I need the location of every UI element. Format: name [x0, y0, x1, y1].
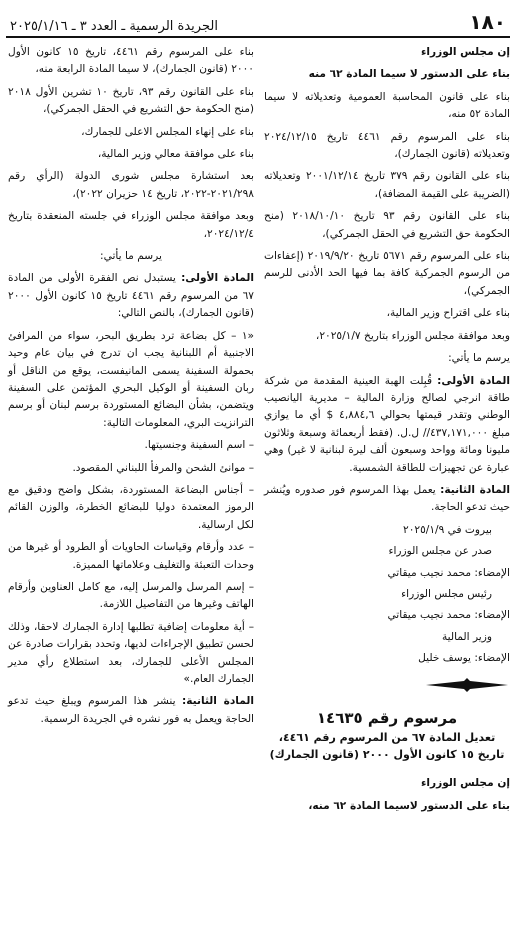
preamble-paragraph: بناء على موافقة معالي وزير المالية،	[97, 148, 254, 161]
preamble-paragraph: بناء على اقتراح وزير المالية،	[386, 307, 510, 320]
quoted-paragraph: «١ – كل بضاعة ترد بطريق البحر، سواء من المرافئ الاجنبية أم اللبنانية يجب ان تدرج في بيان عام وحيد بحمولة السفينة يسمى المانيفست، يوقع من الناقل أو ربان السفينة أو الوكيل البحري المؤتمن على السفينة ويتضمن، بشأن البضائع المستوردة برسم لبنان أو برسم الترانزيت البري، المعلومات التالية:	[8, 329, 254, 429]
columns	[6, 44, 510, 820]
preamble-paragraph: بناء على المرسوم رقم ٤٤٦١ تاريخ ٢٠٢٤/١٢/١٥ وتعديلاته (قانون الجمارك)،	[264, 130, 510, 161]
signature-role: وزير المالية	[441, 630, 492, 643]
article-label: المادة الثانية:	[440, 483, 510, 496]
page-number: ١٨٠	[469, 10, 506, 34]
preamble-paragraph: بعد استشارة مجلس شورى الدولة (الرأي رقم ٢٠٢١/٢٩٨-٢٠٢٢، تاريخ ١٤ حزيران ٢٠٢٢)،	[8, 170, 254, 200]
preamble-constitution: بناء على الدستور لاسيما المادة ٦٢ منه،	[308, 799, 510, 812]
article-one	[264, 373, 510, 477]
left-column	[8, 44, 254, 820]
page-header	[6, 4, 510, 38]
article-two	[264, 482, 510, 517]
signature-line: الإمضاء: يوسف خليل	[418, 652, 510, 665]
article-one	[8, 270, 254, 322]
signature-line: الإمضاء: محمد نجيب ميقاتي	[387, 566, 510, 579]
right-column	[264, 44, 510, 820]
list-item: – موانئ الشحن والمرفأ اللبناني المقصود.	[72, 461, 254, 474]
preamble-paragraph: بناء على قانون المحاسبة العمومية وتعديلاته لا سيما المادة ٥٢ منه،	[264, 90, 510, 121]
preamble-paragraph: بناء على المرسوم رقم ٤٤٦١، تاريخ ١٥ كانون الأول ٢٠٠٠ (قانون الجمارك)، لا سيما المادة الرابعة منه،	[8, 46, 255, 76]
list-item: – اسم السفينة وجنسيتها.	[144, 439, 254, 452]
signature-role: رئيس مجلس الوزراء	[401, 587, 492, 600]
article-two	[8, 693, 254, 728]
preamble-paragraph: بناء على القانون رقم ٩٣، تاريخ ١٠ تشرين الأول ٢٠١٨ (منح الحكومة حق التشريع في الحقل الجمركي)،	[8, 85, 255, 116]
list-item: – أية معلومات إضافية تطلبها إدارة الجمارك لاحقا، وذلك لحسن تطبيق الإجراءات لديها، وتحدد بقرارات صادرة عن المجلس الأعلى للجمارك، بعد استطلاع رأي مدير الجمارك العام.»	[8, 620, 254, 685]
preamble-paragraph: بناء على القانون رقم ٩٣ تاريخ ٢٠١٨/١٠/١٠ (منح الحكومة حق التشريع في الحقل الجمركي)،	[264, 210, 510, 240]
gazette-title: الجريدة الرسمية ـ العدد ٣ ـ ٢٠٢٥/١/١٦	[10, 19, 218, 34]
article-text: يستبدل نص الفقرة الأولى من المادة ٦٧ من المرسوم رقم ٤٤٦١ تاريخ ١٥ كانون الأول ٢٠٠٠ (قانون الجمارك)، بالنص التالي:	[8, 272, 254, 320]
preamble-constitution: بناء على الدستور لا سيما المادة ٦٢ منه	[308, 68, 510, 81]
signature-block	[264, 522, 510, 668]
list-item: – عدد وأرقام وقياسات الحاويات أو الطرود أو غيرها من وحدات التعبئة والتغليف وعلاماتها المميزة.	[8, 541, 254, 571]
preamble-paragraph: وبعد موافقة مجلس الوزراء بتاريخ ٢٠٢٥/١/٧،	[315, 329, 510, 342]
preamble-paragraph: بناء على إنهاء المجلس الاعلى للجمارك،	[81, 125, 254, 138]
preamble-paragraph: بناء على القانون رقم ٣٧٩ تاريخ ٢٠٠١/١٢/١٤ وتعديلاته (الضريبة على القيمة المضافة)،	[264, 170, 510, 200]
decree-number: مرسوم رقم ١٤٦٣٥	[316, 709, 458, 727]
signature-date: بيروت في ٢٠٢٥/١/٩	[403, 523, 492, 536]
preamble-paragraph: بناء على المرسوم رقم ٥٦٧١ تاريخ ٢٠١٩/٩/٢٠ (إعفاءات من الرسوم الجمركية كافة بما فيها الحد الأدنى للرسم الجمركي)،	[264, 250, 511, 297]
signature-line: الإمضاء: محمد نجيب ميقاتي	[387, 609, 510, 622]
article-label: المادة الثانية:	[182, 695, 254, 708]
decree-title: تعديل المادة ٦٧ من المرسوم رقم ٤٤٦١، تاريخ ١٥ كانون الأول ٢٠٠٠ (قانون الجمارك)	[269, 731, 505, 762]
list-item: – أجناس البضاعة المستوردة، بشكل واضح ودقيق مع الرموز المعتمدة دوليا للبضائع الخطرة، والوزن القائم لكل ارسالية.	[8, 483, 254, 531]
preamble-paragraph: وبعد موافقة مجلس الوزراء في جلسته المنعقدة بتاريخ ٢٠٢٤/١٢/٤،	[8, 210, 254, 240]
article-text: قُبِلت الهبة العينية المقدمة من شركة طاقة انرجي لصالح وزارة المالية – مديرية اليانصيب الوطني وتقدر قيمتها بحوالي ٤,٨٨٤,٦ $ أي ما يوازي مبلغ ٤٣٧,١٧١,٠٠٠// ل.ل. (فقط أربعمائة وسبعة وثلاثون مليونا ومائة وواحد وسبعون ألف ليرة لبنانية لا غير) وهي عبارة عن تجهيزات للطاقة الشمسية.	[264, 374, 510, 474]
decree-intro: يرسم ما يأتي:	[100, 250, 162, 263]
article-text: ينشر هذا المرسوم ويبلغ حيث تدعو الحاجة ويعمل به فور نشره في الجريدة الرسمية.	[8, 695, 254, 725]
article-text: يعمل بهذا المرسوم فور صدوره ويُنشر حيث تدعو الحاجة.	[264, 483, 510, 514]
ornament-divider	[424, 678, 510, 692]
article-label: المادة الأولى:	[437, 374, 510, 387]
decree-intro: يرسم ما يأتي:	[448, 352, 510, 365]
article-label: المادة الأولى:	[181, 272, 254, 285]
signature-issued: صدر عن مجلس الوزراء	[388, 545, 492, 558]
council-heading: إن مجلس الوزراء	[420, 777, 510, 790]
council-heading: إن مجلس الوزراء	[420, 46, 510, 58]
list-item: – إسم المرسل والمرسل إليه، مع كامل العناوين وأرقام الهاتف وغيرها من التفاصيل اللازمة.	[8, 580, 254, 611]
